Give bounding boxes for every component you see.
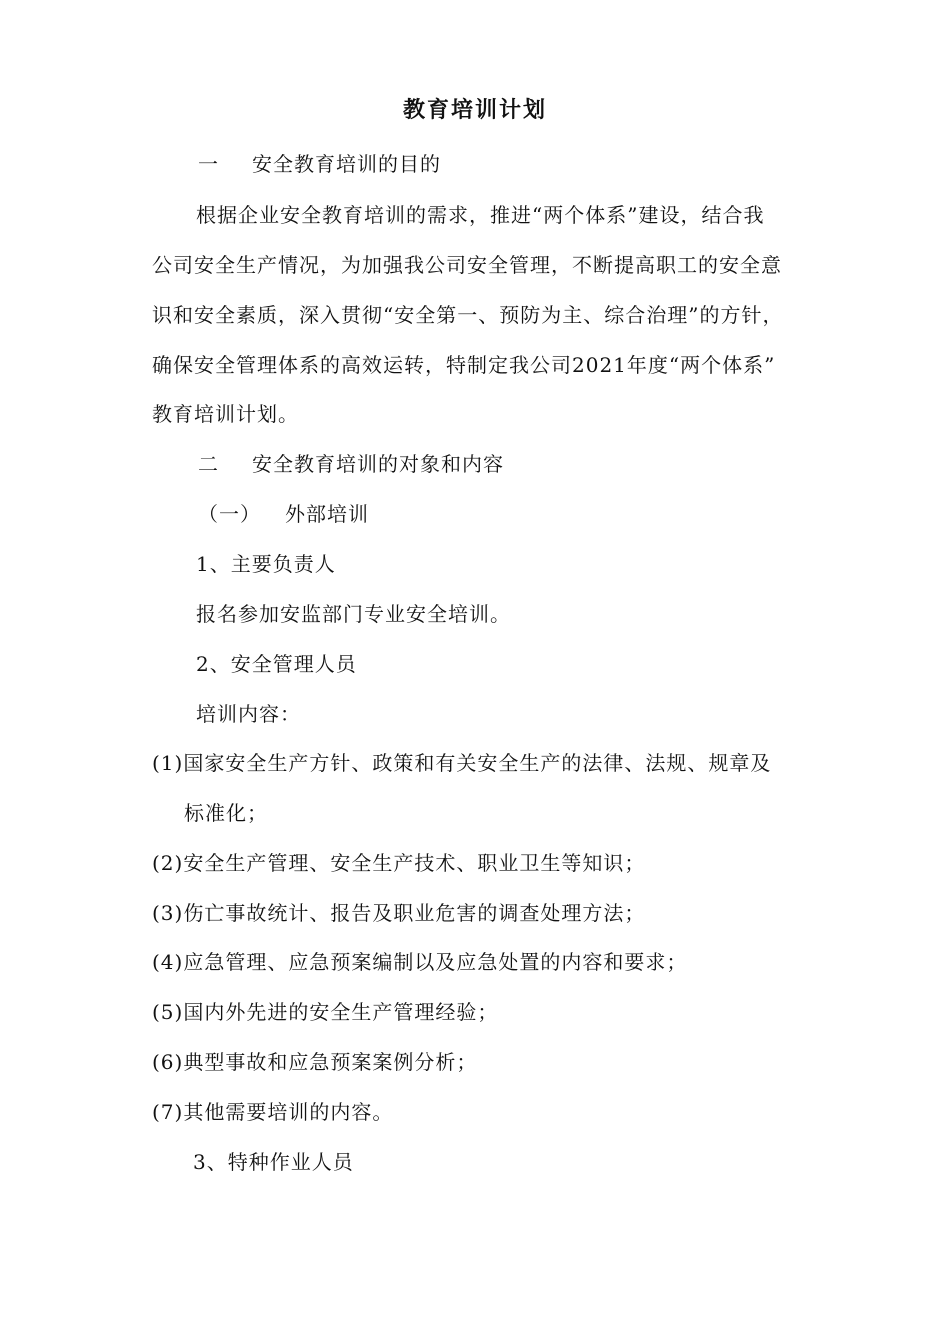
intro-line-2: 公司安全生产情况，为加强我公司安全管理，不断提高职工的安全意: [152, 253, 782, 277]
list-text: 国内外先进的安全生产管理经验；: [183, 1000, 499, 1024]
list-number: (3): [152, 901, 184, 925]
item-3-title: 3、特种作业人员: [193, 1150, 354, 1174]
section-1-number: 一: [198, 152, 219, 176]
list-item-4: [152, 948, 687, 976]
list-text: 其他需要培训的内容。: [183, 1100, 394, 1124]
list-item-2: [152, 849, 645, 877]
item-1-text: 报名参加安监部门专业安全培训。: [196, 602, 511, 626]
list-number: (1): [152, 751, 184, 775]
document-title: 教育培训计划: [402, 97, 547, 123]
section-2-number: 二: [198, 452, 219, 476]
list-text: 国家安全生产方针、政策和有关安全生产的法律、法规、规章及: [183, 751, 772, 775]
list-item-5: [152, 998, 498, 1026]
section-2-heading: 安全教育培训的对象和内容: [252, 452, 504, 476]
list-item-7: [152, 1098, 393, 1126]
list-item-1: [152, 749, 771, 777]
intro-line-5: 教育培训计划。: [152, 402, 299, 426]
list-number: (5): [152, 1000, 184, 1024]
item-2-label: 培训内容：: [196, 702, 301, 726]
section-1-heading: 安全教育培训的目的: [252, 152, 441, 176]
list-number: (7): [152, 1100, 184, 1124]
item-1-title: 1、主要负责人: [196, 552, 336, 576]
intro-line-3: 识和安全素质，深入贯彻“安全第一、预防为主、综合治理”的方针，: [152, 303, 784, 327]
list-number: (6): [152, 1050, 184, 1074]
intro-line-1: 根据企业安全教育培训的需求，推进“两个体系”建设，结合我: [196, 203, 765, 227]
subsection-1-number: （一）: [198, 502, 261, 526]
list-text: 伤亡事故统计、报告及职业危害的调查处理方法；: [183, 901, 646, 925]
list-text: 安全生产管理、安全生产技术、职业卫生等知识；: [183, 851, 646, 875]
list-number: (2): [152, 851, 184, 875]
list-item-6: [152, 1048, 477, 1076]
list-text: 应急管理、应急预案编制以及应急处置的内容和要求；: [183, 950, 688, 974]
list-item-3: [152, 899, 645, 927]
list-item-1-continuation: 标准化；: [184, 801, 268, 825]
item-2-title: 2、安全管理人员: [196, 652, 357, 676]
list-text: 典型事故和应急预案案例分析；: [183, 1050, 478, 1074]
intro-line-4: 确保安全管理体系的高效运转，特制定我公司2021年度“两个体系”: [152, 353, 776, 377]
list-number: (4): [152, 950, 184, 974]
subsection-1-heading: 外部培训: [285, 502, 369, 526]
